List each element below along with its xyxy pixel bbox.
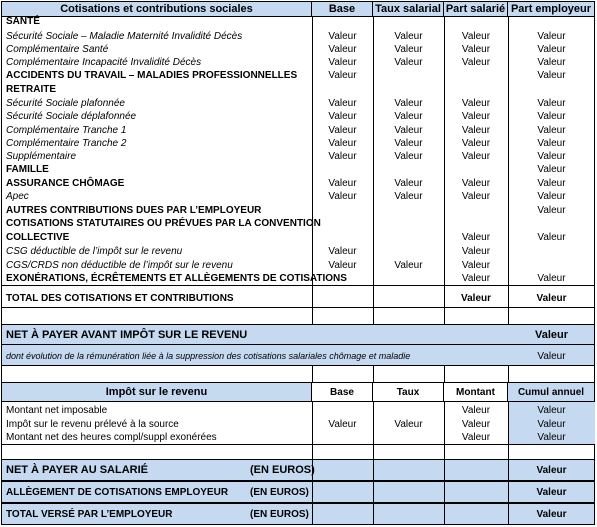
row-label: EXONÉRATIONS, ÉCRÊTEMENTS ET ALLÈGEMENTS DE COTISATIONS (6, 273, 347, 284)
row-value: Valeur (394, 57, 423, 68)
row-label: ASSURANCE CHÔMAGE (6, 178, 125, 189)
row-value: Valeur (461, 246, 491, 257)
row-value: Valeur (328, 111, 357, 122)
summary-unit: (EN EUROS) (250, 509, 309, 520)
row-value: Valeur (537, 57, 566, 68)
row-label: COTISATIONS STATUTAIRES OU PRÉVUES PAR LA CONVENTION (6, 218, 321, 229)
impot-row-label: Impôt sur le revenu prélevé à la source (6, 419, 179, 430)
summary-label: TOTAL VERSÉ PAR L’EMPLOYEUR (6, 509, 173, 520)
row-value: Valeur (328, 44, 357, 55)
summary-value: Valeur (536, 509, 567, 520)
row-value: Valeur (328, 138, 357, 149)
row-value: Valeur (328, 125, 357, 136)
row-value: Valeur (537, 111, 566, 122)
row-value: Valeur (461, 138, 491, 149)
row-value: Valeur (537, 44, 566, 55)
row-value: Valeur (394, 178, 423, 189)
net-avant-impot-value: Valeur (534, 329, 569, 341)
row-value: Valeur (461, 260, 491, 271)
impot-row-label: Montant net imposable (6, 405, 108, 416)
col-divider (373, 445, 374, 459)
row-value: Valeur (328, 260, 357, 271)
row-value: Valeur (461, 111, 491, 122)
row-value: Valeur (537, 70, 566, 81)
row-label: SANTÉ (6, 16, 40, 27)
impot-row-label: Montant net des heures compl/suppl exonérées (6, 432, 217, 443)
row-value: Valeur (328, 246, 357, 257)
col-divider (444, 481, 445, 503)
summary-unit: (EN EUROS) (250, 464, 315, 476)
total-part-employeur: Valeur (536, 293, 567, 304)
row-value: Valeur (328, 191, 357, 202)
row-value: Valeur (328, 178, 357, 189)
row-label: Complémentaire Santé (6, 44, 109, 55)
col-divider (312, 366, 313, 382)
total-label: TOTAL DES COTISATIONS ET CONTRIBUTIONS (6, 293, 234, 304)
row-value: Valeur (537, 31, 566, 42)
row-label: CSG déductible de l’impôt sur le revenu (6, 246, 183, 257)
header-cotisations: Cotisations et contributions sociales (1, 1, 312, 17)
row-value: Valeur (537, 205, 566, 216)
row-value: Valeur (461, 151, 491, 162)
row-value: Valeur (461, 31, 491, 42)
row-label: CGS/CRDS non déductible de l’impôt sur le revenu (6, 260, 233, 271)
row-label: Complémentaire Tranche 2 (6, 138, 127, 149)
row-value: Valeur (461, 191, 491, 202)
row-label: FAMILLE (6, 164, 49, 175)
header-impot-taux: Taux (373, 382, 444, 402)
row-value: Valeur (394, 260, 423, 271)
row-value: Valeur (461, 98, 491, 109)
row-value: Valeur (461, 273, 491, 284)
row-value: Valeur (537, 151, 566, 162)
row-label: Complémentaire Incapacité Invalidité Décès (6, 57, 202, 68)
summary-unit: (EN EUROS) (250, 487, 309, 498)
row-label: ACCIDENTS DU TRAVAIL – MALADIES PROFESSIONNELLES (6, 70, 298, 81)
row-value: Valeur (394, 191, 423, 202)
row-value: Valeur (537, 138, 566, 149)
row-value: Valeur (328, 31, 357, 42)
evolution-value: Valeur (537, 351, 566, 362)
header-taux-salarial: Taux salarial (373, 1, 444, 17)
row-label: Sécurité Sociale – Maladie Maternité Invalidité Décès (6, 31, 243, 42)
col-divider (373, 459, 374, 481)
total-part-salarie: Valeur (460, 293, 492, 304)
row-label: Sécurité Sociale déplafonnée (6, 111, 137, 122)
row-value: Valeur (461, 57, 491, 68)
col-divider (373, 481, 374, 503)
row-value: Valeur (394, 111, 423, 122)
col-divider (444, 459, 445, 481)
row-value: Valeur (537, 232, 566, 243)
row-value: Valeur (461, 178, 491, 189)
header-base: Base (312, 1, 373, 17)
net-avant-impot-label: NET À PAYER AVANT IMPÔT SUR LE REVENU (6, 329, 248, 341)
col-divider (444, 503, 445, 525)
row-value: Valeur (537, 178, 566, 189)
row-value: Valeur (394, 125, 423, 136)
impot-row-value: Valeur (537, 419, 566, 430)
row-value: Valeur (537, 164, 566, 175)
summary-value: Valeur (536, 465, 567, 476)
col-divider (312, 481, 313, 503)
header-part-employeur: Part employeur (508, 1, 595, 17)
row-label: RETRAITE (6, 84, 56, 95)
row-label: AUTRES CONTRIBUTIONS DUES PAR L’EMPLOYEUR (6, 205, 262, 216)
col-divider (373, 503, 374, 525)
col-divider (373, 366, 374, 382)
row-value: Valeur (394, 44, 423, 55)
row-value: Valeur (461, 125, 491, 136)
row-value: Valeur (394, 31, 423, 42)
header-part-salarie: Part salarié (444, 1, 508, 17)
summary-value: Valeur (536, 487, 567, 498)
row-label: Sécurité Sociale plafonnée (6, 98, 125, 109)
header-impot: Impôt sur le revenu (1, 382, 312, 402)
col-divider (312, 445, 313, 459)
impot-row-value: Valeur (537, 432, 566, 443)
impot-row-value: Valeur (461, 405, 491, 416)
spacer-row (1, 308, 595, 324)
spacer-row (1, 366, 595, 382)
evolution-note: dont évolution de la rémunération liée à la suppression des cotisations salariales chômage et maladie (6, 351, 411, 361)
row-label: Apec (6, 191, 29, 202)
row-value: Valeur (328, 57, 357, 68)
header-impot-cumul: Cumul annuel (508, 382, 595, 402)
header-impot-montant: Montant (444, 382, 508, 402)
row-value: Valeur (328, 70, 357, 81)
col-divider (508, 366, 509, 382)
impot-row-value: Valeur (537, 405, 566, 416)
impot-row-value: Valeur (328, 419, 357, 430)
row-value: Valeur (394, 138, 423, 149)
header-impot-base: Base (312, 382, 373, 402)
row-value: Valeur (328, 151, 357, 162)
row-value: Valeur (461, 44, 491, 55)
impot-row-value: Valeur (461, 432, 491, 443)
row-label: Complémentaire Tranche 1 (6, 125, 127, 136)
col-divider (312, 503, 313, 525)
row-label: Supplémentaire (6, 151, 77, 162)
row-value: Valeur (537, 98, 566, 109)
col-divider (508, 445, 509, 459)
row-value: Valeur (328, 98, 357, 109)
row-value: Valeur (461, 232, 491, 243)
row-value: Valeur (394, 151, 423, 162)
row-value: Valeur (537, 273, 566, 284)
summary-label: ALLÈGEMENT DE COTISATIONS EMPLOYEUR (6, 487, 229, 498)
impot-row-value: Valeur (394, 419, 423, 430)
row-value: Valeur (537, 125, 566, 136)
row-label: COLLECTIVE (6, 232, 70, 243)
spacer-row (1, 445, 595, 459)
row-value: Valeur (537, 191, 566, 202)
summary-label: NET À PAYER AU SALARIÉ (6, 464, 149, 476)
col-divider (444, 445, 445, 459)
col-divider (444, 366, 445, 382)
impot-row-value: Valeur (461, 419, 491, 430)
row-value: Valeur (394, 98, 423, 109)
